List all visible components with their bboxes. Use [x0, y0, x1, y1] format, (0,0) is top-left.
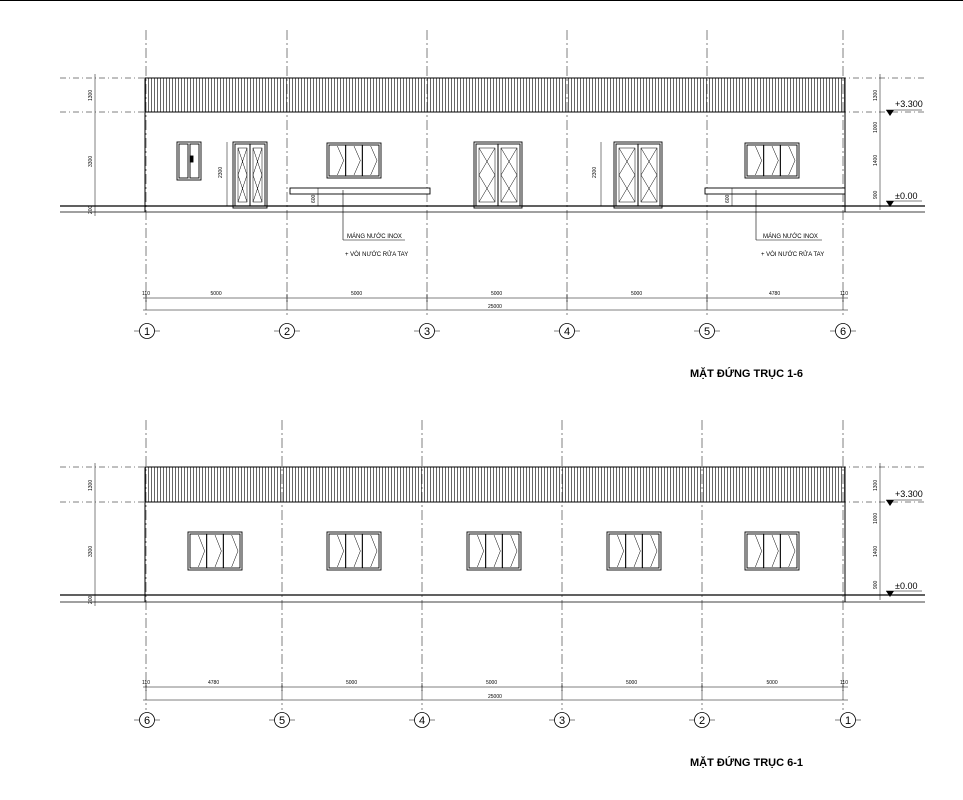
roof-panel: [145, 78, 845, 112]
note-sink-line1: MÁNG NƯỚC INOX: [763, 234, 818, 240]
axis-bubble: [414, 324, 440, 339]
inox-sink: [705, 188, 845, 194]
dim-right: 1000: [873, 121, 879, 133]
axis-bubble: [694, 324, 720, 339]
dim-left: 3300: [88, 545, 94, 557]
dim-sink-height: 600: [725, 194, 731, 203]
dim-span: 5000: [486, 680, 498, 686]
door-double: [474, 142, 522, 208]
window-small: [177, 142, 201, 180]
dim-right: 900: [873, 580, 879, 589]
axis-bubble: [134, 324, 160, 339]
dim-right: 1300: [873, 89, 879, 101]
axis-label: 5: [703, 326, 711, 338]
elevation-6-1: [60, 420, 925, 769]
axis-label: 6: [839, 326, 847, 338]
axis-label: 4: [563, 326, 571, 338]
roof-panel: [145, 467, 845, 502]
axis-bubble: [830, 324, 856, 339]
axis-label: 2: [698, 715, 706, 727]
window: [188, 532, 242, 570]
door-double: [614, 142, 662, 208]
dim-door-height: 2300: [218, 166, 224, 178]
level-marker: [886, 591, 894, 597]
level-ground-label: ±0.00: [895, 581, 918, 591]
window: [327, 532, 381, 570]
dim-span: 5000: [626, 680, 638, 686]
dim-span: 5000: [631, 291, 643, 297]
dim-left: 1300: [88, 89, 94, 101]
axis-bubble: [554, 324, 580, 339]
dim-left: 1300: [88, 479, 94, 491]
axis-label: 3: [558, 715, 566, 727]
window: [745, 143, 799, 178]
dim-door-height: 2300: [592, 166, 598, 178]
dim-total: 25000: [488, 304, 502, 310]
dim-sink-height: 600: [311, 194, 317, 203]
axis-bubble: [269, 713, 295, 728]
axis-bubble: [549, 713, 575, 728]
axis-label: 3: [423, 326, 431, 338]
level-marker: [886, 110, 894, 116]
note-sink-line2: + VÒI NƯỚC RỬA TAY: [761, 252, 825, 258]
axis-label: 1: [844, 715, 852, 727]
axis-bubble: [409, 713, 435, 728]
dim-right: 900: [873, 190, 879, 199]
door-double: [233, 142, 267, 208]
dim-end-left: 110: [142, 680, 150, 686]
window: [745, 532, 799, 570]
dim-span: 5000: [491, 291, 503, 297]
dim-span: 4780: [769, 291, 781, 297]
dim-left: 200: [88, 595, 94, 604]
dim-span: 5000: [346, 680, 358, 686]
window: [467, 532, 521, 570]
level-top-label: +3.300: [895, 489, 923, 499]
dim-span: 5000: [210, 291, 222, 297]
axis-bubble: [274, 324, 300, 339]
note-sink-line1: MÁNG NƯỚC INOX: [347, 234, 402, 240]
dim-total: 25000: [488, 694, 502, 700]
window: [327, 143, 381, 178]
dim-right: 1000: [873, 512, 879, 524]
note-sink-line2: + VÒI NƯỚC RỬA TAY: [345, 252, 409, 258]
axis-label: 5: [278, 715, 286, 727]
axis-label: 4: [418, 715, 426, 727]
elevation-1-6: [60, 30, 925, 380]
inox-sink: [290, 188, 430, 194]
axis-bubble: [689, 713, 715, 728]
elevation-title: MẶT ĐỨNG TRỤC 6-1: [690, 757, 804, 769]
dim-left: 200: [88, 205, 94, 214]
axis-label: 1: [143, 326, 151, 338]
dim-left: 3300: [88, 155, 94, 167]
dim-span: 4780: [208, 680, 220, 686]
dim-right: 1400: [873, 545, 879, 557]
level-marker: [886, 500, 894, 506]
elevation-title: MẶT ĐỨNG TRỤC 1-6: [690, 368, 804, 380]
dim-end-right: 110: [840, 291, 848, 297]
level-top-label: +3.300: [895, 99, 923, 109]
level-ground-label: ±0.00: [895, 191, 918, 201]
dim-end-left: 110: [142, 291, 150, 297]
window: [607, 532, 661, 570]
axis-label: 6: [143, 715, 151, 727]
axis-label: 2: [283, 326, 291, 338]
dim-span: 5000: [766, 680, 778, 686]
axis-bubble: [134, 713, 160, 728]
dim-right: 1300: [873, 479, 879, 491]
dim-end-right: 110: [840, 680, 848, 686]
dim-right: 1400: [873, 154, 879, 166]
axis-bubble: [835, 713, 861, 728]
dim-span: 5000: [351, 291, 363, 297]
